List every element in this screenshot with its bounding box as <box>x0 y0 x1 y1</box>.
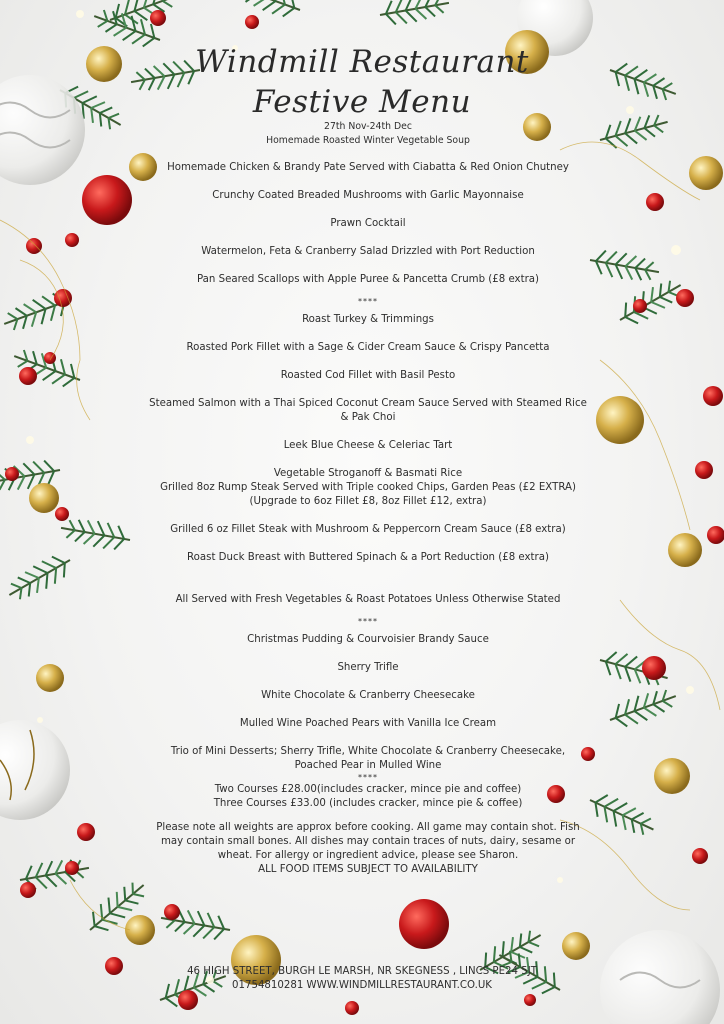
dessert-item: Sherry Trifle <box>337 662 399 673</box>
main-item: Roast Turkey & Trimmings <box>302 314 434 325</box>
restaurant-contact: 01754810281 WWW.WINDMILLRESTAURANT.CO.UK <box>232 980 492 991</box>
course-separator: **** <box>358 773 378 782</box>
main-item: Steamed Salmon with a Thai Spiced Coconut Cream Sauce Served with Steamed Rice & Pak Choi <box>149 398 587 423</box>
course-separator: **** <box>358 617 378 626</box>
starter-item: Prawn Cocktail <box>330 218 406 229</box>
restaurant-address: 46 HIGH STREET, BURGH LE MARSH, NR SKEGNESS , LINCS PE24 5JT <box>187 966 537 977</box>
main-item: Roasted Pork Fillet with a Sage & Cider Cream Sauce & Crispy Pancetta <box>186 342 550 353</box>
main-item: Grilled 6 oz Fillet Steak with Mushroom & Peppercorn Cream Sauce (£8 extra) <box>170 524 566 535</box>
availability-note: ALL FOOD ITEMS SUBJECT TO AVAILABILITY <box>258 864 478 875</box>
course-separator: **** <box>358 297 378 306</box>
main-item-upgrade-note: (Upgrade to 6oz Fillet £8, 8oz Fillet £12, extra) <box>249 496 487 507</box>
main-item: Vegetable Stroganoff & Basmati Rice <box>273 468 463 479</box>
dessert-item: Mulled Wine Poached Pears with Vanilla Ice Cream <box>239 718 497 729</box>
dessert-item: Trio of Mini Desserts; Sherry Trifle, White Chocolate & Cranberry Cheesecake, Poached Pear in Mulled Wine <box>170 746 566 771</box>
starter-item: Pan Seared Scallops with Apple Puree & Pancetta Crumb (£8 extra) <box>197 274 539 285</box>
price-two-courses: Two Courses £28.00(includes cracker, mince pie and coffee) <box>214 784 522 795</box>
restaurant-name-title: Windmill Restaurant <box>195 44 529 80</box>
menu-dates: 27th Nov-24th Dec <box>324 121 412 132</box>
price-three-courses: Three Courses £33.00 (includes cracker, mince pie & coffee) <box>213 798 523 809</box>
pine-branches-right <box>585 58 688 842</box>
starter-item: Watermelon, Feta & Cranberry Salad Drizzled with Port Reduction <box>201 246 535 257</box>
starter-item: Homemade Roasted Winter Vegetable Soup <box>266 135 470 146</box>
dessert-item: Christmas Pudding & Courvoisier Brandy Sauce <box>247 634 489 645</box>
menu-content <box>148 121 588 877</box>
festive-menu-title: Festive Menu <box>252 84 472 120</box>
main-item: Grilled 8oz Rump Steak Served with Triple cooked Chips, Garden Peas (£2 EXTRA) <box>160 482 576 493</box>
served-with-note: All Served with Fresh Vegetables & Roast Potatoes Unless Otherwise Stated <box>175 594 561 605</box>
starter-item: Crunchy Coated Breaded Mushrooms with Garlic Mayonnaise <box>212 190 524 201</box>
main-item: Roast Duck Breast with Buttered Spinach & a Port Reduction (£8 extra) <box>187 552 549 563</box>
main-item: Roasted Cod Fillet with Basil Pesto <box>280 370 456 381</box>
footer <box>0 965 724 993</box>
starter-item: Homemade Chicken & Brandy Pate Served with Ciabatta & Red Onion Chutney <box>167 162 569 173</box>
main-item: Leek Blue Cheese & Celeriac Tart <box>283 440 453 451</box>
allergy-note: Please note all weights are approx before cooking. All game may contain shot. Fish may contain small bones. All dishes may contain traces of nuts, dairy, sesame or wheat. For allergy or ingredient advice, please see Sharon. <box>156 822 580 861</box>
pine-branches-left <box>0 288 132 606</box>
dessert-item: White Chocolate & Cranberry Cheesecake <box>261 690 475 701</box>
